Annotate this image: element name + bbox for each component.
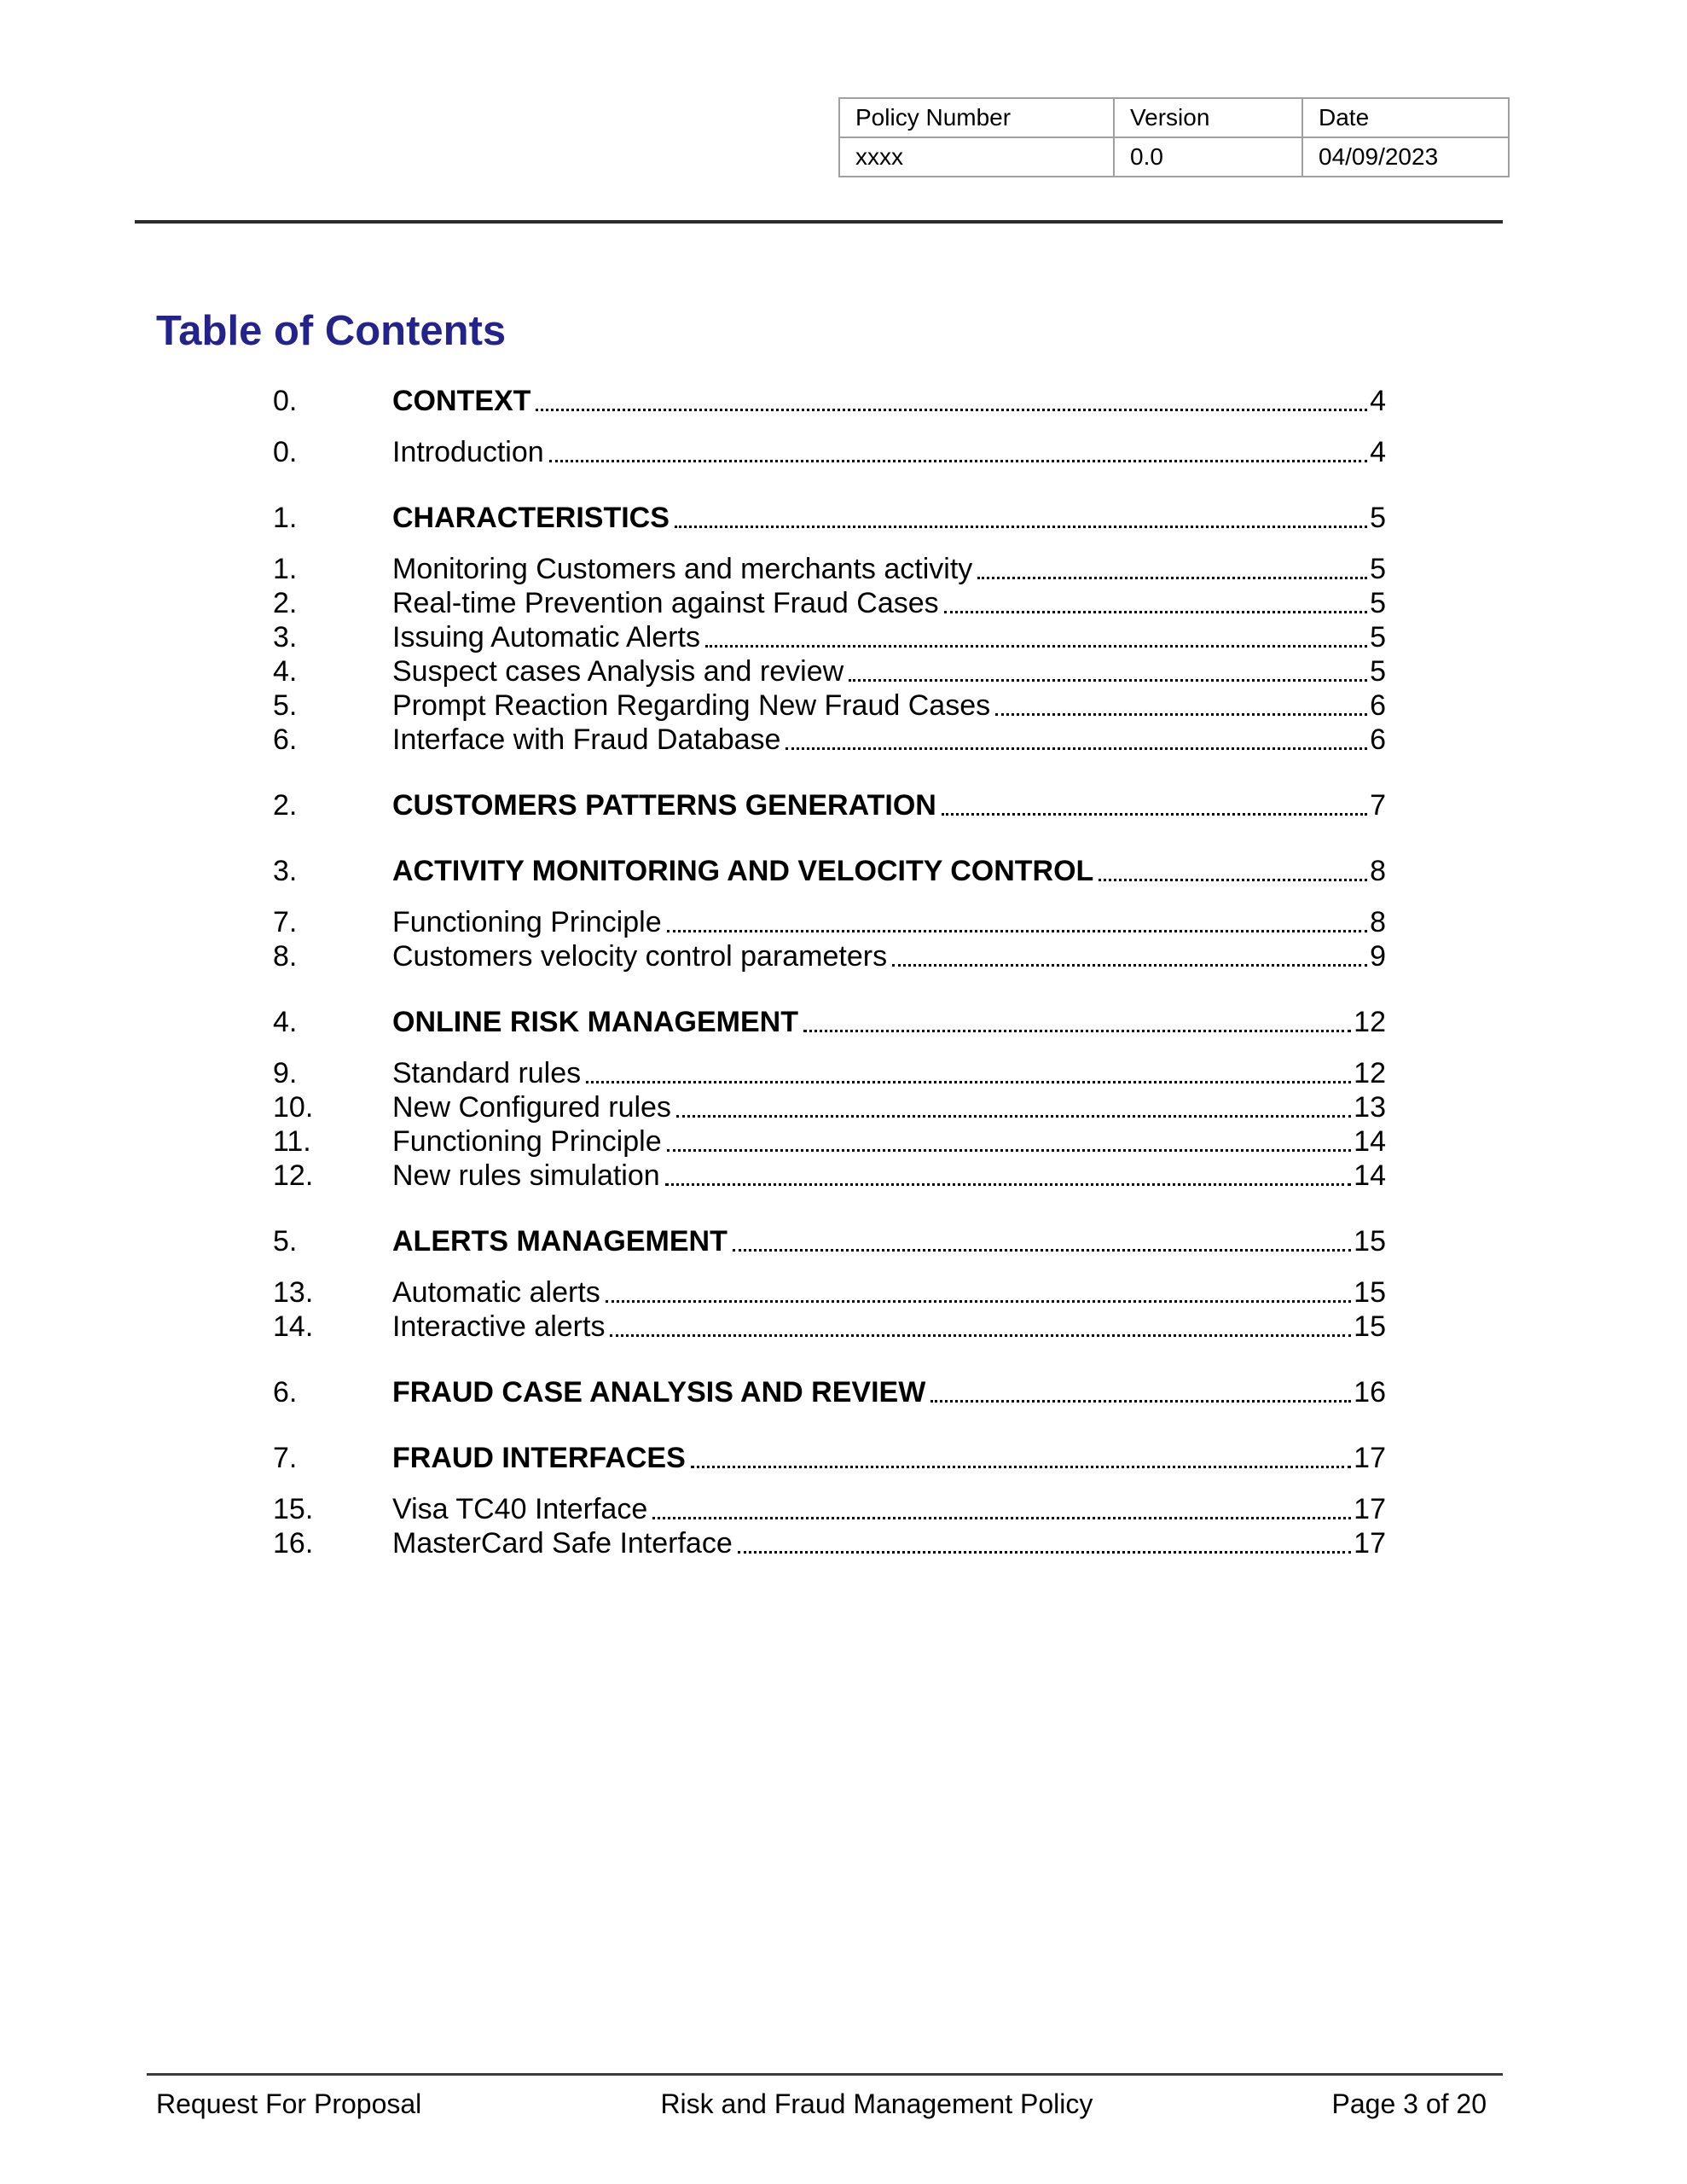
toc-entry-label: Interactive alerts: [392, 1310, 606, 1343]
toc-entry-page: 17: [1354, 1527, 1386, 1560]
toc-entry-number: 7.: [273, 1442, 298, 1474]
footer-rule: [147, 2073, 1503, 2076]
toc-entry-page: 9: [1370, 940, 1386, 973]
toc-entry-label: Functioning Principle: [392, 906, 662, 938]
toc-entry-number: 7.: [273, 906, 298, 938]
toc-entry-label: FRAUD CASE ANALYSIS AND REVIEW: [392, 1376, 926, 1409]
toc-entry[interactable]: [273, 688, 1386, 723]
toc-entry[interactable]: [273, 1441, 1386, 1475]
toc-dot-leader: [667, 1149, 1352, 1152]
toc-entry[interactable]: [273, 501, 1386, 535]
toc-entry-number: 1.: [273, 553, 298, 585]
toc-dot-leader: [803, 1030, 1351, 1032]
toc-entry-number: 11.: [273, 1125, 311, 1158]
toc-dot-leader: [652, 1517, 1351, 1519]
toc-entry-page: 5: [1370, 587, 1386, 619]
toc-entry-number: 8.: [273, 940, 298, 973]
toc-entry-page: 7: [1370, 789, 1386, 822]
toc-dot-leader: [691, 1466, 1351, 1468]
toc-entry-label: Functioning Principle: [392, 1125, 662, 1158]
toc-dot-leader: [849, 679, 1367, 682]
footer-page-number: Page 3 of 20: [1331, 2088, 1487, 2119]
toc-dot-leader: [944, 611, 1367, 613]
toc-entry-page: 17: [1354, 1493, 1386, 1525]
toc-entry[interactable]: [273, 1005, 1386, 1039]
toc-entry[interactable]: [273, 1526, 1386, 1560]
footer-document-type: Request For Proposal: [156, 2088, 422, 2119]
toc-entry-page: 5: [1370, 553, 1386, 585]
toc-entry-page: 4: [1370, 385, 1386, 417]
meta-col-date: Date: [1302, 98, 1509, 137]
table-of-contents: [273, 384, 1386, 1560]
toc-entry-label: MasterCard Safe Interface: [392, 1527, 733, 1560]
toc-entry-label: Automatic alerts: [392, 1276, 600, 1309]
toc-title: Table of Contents: [156, 308, 507, 354]
toc-entry-page: 8: [1370, 906, 1386, 938]
footer-document-title: Risk and Fraud Management Policy: [660, 2088, 1093, 2119]
toc-entry-number: 12.: [273, 1159, 314, 1192]
toc-entry[interactable]: [273, 723, 1386, 757]
toc-dot-leader: [667, 930, 1367, 932]
toc-entry[interactable]: [273, 1124, 1386, 1159]
toc-entry[interactable]: [273, 1375, 1386, 1409]
toc-entry[interactable]: [273, 854, 1386, 888]
header-rule: [135, 220, 1503, 224]
toc-entry[interactable]: [273, 1492, 1386, 1526]
toc-dot-leader: [606, 1300, 1351, 1303]
toc-entry-number: 6.: [273, 723, 298, 756]
toc-entry[interactable]: [273, 1224, 1386, 1258]
toc-entry-page: 5: [1370, 621, 1386, 653]
toc-entry-label: New rules simulation: [392, 1159, 660, 1192]
toc-entry-page: 13: [1354, 1091, 1386, 1124]
toc-entry-label: Issuing Automatic Alerts: [392, 621, 700, 653]
toc-entry-label: ONLINE RISK MANAGEMENT: [392, 1006, 798, 1038]
toc-entry[interactable]: [273, 939, 1386, 973]
toc-entry[interactable]: [273, 905, 1386, 939]
toc-entry-label: ACTIVITY MONITORING AND VELOCITY CONTROL: [392, 855, 1094, 887]
toc-entry-number: 4.: [273, 655, 298, 688]
toc-dot-leader: [676, 1115, 1351, 1118]
toc-dot-leader: [536, 409, 1367, 411]
toc-entry-page: 8: [1370, 855, 1386, 887]
toc-entry[interactable]: [273, 1090, 1386, 1124]
toc-entry-label: FRAUD INTERFACES: [392, 1442, 686, 1474]
toc-entry[interactable]: [273, 1056, 1386, 1090]
page-footer: [156, 2087, 1487, 2121]
toc-entry-label: CUSTOMERS PATTERNS GENERATION: [392, 789, 936, 822]
toc-entry-number: 0.: [273, 436, 298, 468]
toc-dot-leader: [995, 713, 1367, 716]
toc-entry-label: Standard rules: [392, 1057, 582, 1089]
meta-col-policy-number: Policy Number: [839, 98, 1114, 137]
toc-entry[interactable]: [273, 435, 1386, 469]
toc-entry-number: 3.: [273, 855, 298, 887]
toc-entry[interactable]: [273, 552, 1386, 586]
toc-entry[interactable]: [273, 654, 1386, 688]
toc-dot-leader: [665, 1183, 1352, 1186]
toc-entry-number: 2.: [273, 789, 298, 822]
toc-entry[interactable]: [273, 1159, 1386, 1193]
toc-entry[interactable]: [273, 586, 1386, 620]
toc-entry-number: 2.: [273, 587, 298, 619]
toc-entry-page: 16: [1354, 1376, 1386, 1409]
meta-version-value: 0.0: [1114, 137, 1302, 177]
meta-date-value: 04/09/2023: [1302, 137, 1509, 177]
toc-entry-number: 3.: [273, 621, 298, 653]
meta-value-row: [839, 137, 1509, 177]
toc-entry-number: 14.: [273, 1310, 314, 1343]
toc-entry-page: 6: [1370, 723, 1386, 756]
toc-entry-page: 6: [1370, 689, 1386, 722]
policy-meta-table: [838, 97, 1510, 177]
toc-entry-number: 1.: [273, 502, 298, 534]
toc-entry-page: 14: [1354, 1159, 1386, 1192]
toc-entry-label: Real-time Prevention against Fraud Cases: [392, 587, 939, 619]
toc-entry[interactable]: [273, 788, 1386, 822]
toc-entry-page: 15: [1354, 1310, 1386, 1343]
toc-entry-number: 16.: [273, 1527, 314, 1560]
toc-entry-page: 14: [1354, 1125, 1386, 1158]
toc-dot-leader: [733, 1249, 1351, 1252]
toc-entry-number: 4.: [273, 1006, 298, 1038]
toc-entry-page: 12: [1354, 1057, 1386, 1089]
toc-dot-leader: [786, 747, 1367, 750]
toc-entry-label: Monitoring Customers and merchants activity: [392, 553, 973, 585]
toc-entry-page: 5: [1370, 502, 1386, 534]
toc-dot-leader: [586, 1081, 1351, 1083]
toc-dot-leader: [549, 460, 1367, 462]
toc-entry[interactable]: [273, 620, 1386, 654]
toc-dot-leader: [930, 1400, 1351, 1403]
toc-dot-leader: [610, 1334, 1351, 1337]
toc-dot-leader: [738, 1551, 1351, 1554]
toc-entry-page: 15: [1354, 1276, 1386, 1309]
toc-entry-label: New Configured rules: [392, 1091, 671, 1124]
toc-dot-leader: [705, 645, 1367, 648]
meta-policy-number-value: xxxx: [839, 137, 1114, 177]
toc-entry-page: 15: [1354, 1225, 1386, 1258]
toc-dot-leader: [1099, 879, 1367, 881]
toc-entry-label: ALERTS MANAGEMENT: [392, 1225, 728, 1258]
toc-entry-number: 13.: [273, 1276, 314, 1309]
toc-entry[interactable]: [273, 384, 1386, 418]
toc-entry-label: CONTEXT: [392, 385, 531, 417]
toc-entry-number: 0.: [273, 385, 298, 417]
toc-entry-number: 15.: [273, 1493, 314, 1525]
toc-entry[interactable]: [273, 1275, 1386, 1310]
toc-entry-number: 5.: [273, 689, 298, 722]
toc-entry-number: 9.: [273, 1057, 298, 1089]
toc-entry-label: Customers velocity control parameters: [392, 940, 888, 973]
toc-entry-label: Visa TC40 Interface: [392, 1493, 648, 1525]
toc-dot-leader: [942, 813, 1367, 816]
toc-entry-label: Introduction: [392, 436, 544, 468]
toc-entry-page: 12: [1354, 1006, 1386, 1038]
toc-dot-leader: [977, 577, 1367, 579]
meta-header-row: [839, 98, 1509, 137]
toc-dot-leader: [675, 526, 1367, 528]
toc-entry-label: Suspect cases Analysis and review: [392, 655, 844, 688]
toc-entry-number: 5.: [273, 1225, 298, 1258]
toc-entry[interactable]: [273, 1310, 1386, 1344]
toc-dot-leader: [892, 964, 1367, 967]
toc-entry-page: 4: [1370, 436, 1386, 468]
toc-entry-label: CHARACTERISTICS: [392, 502, 670, 534]
toc-entry-label: Interface with Fraud Database: [392, 723, 781, 756]
toc-entry-page: 5: [1370, 655, 1386, 688]
meta-col-version: Version: [1114, 98, 1302, 137]
toc-entry-label: Prompt Reaction Regarding New Fraud Cases: [392, 689, 991, 722]
toc-entry-number: 6.: [273, 1376, 298, 1409]
toc-entry-page: 17: [1354, 1442, 1386, 1474]
toc-entry-number: 10.: [273, 1091, 314, 1124]
